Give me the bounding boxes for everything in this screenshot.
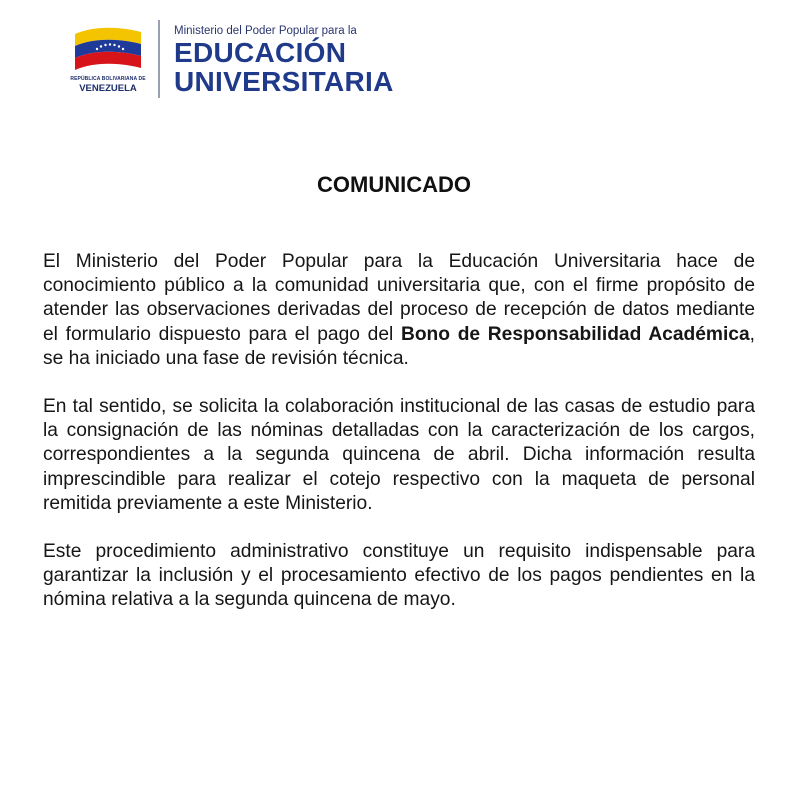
paragraph-1-bold-text: Bono de Responsabilidad Académica	[400, 323, 750, 345]
ministry-title-line1: EDUCACIÓN	[174, 37, 347, 68]
paragraph-1-text-after: , se ha iniciado una fase de revisión técnica.	[43, 323, 755, 369]
paragraph-3: Este procedimiento administrativo constituye un requisito indispensable para garantizar la inclusión y el procesamiento efectivo de los pagos pendientes en la nómina relativa a la segunda quincena de mayo.	[43, 541, 755, 611]
document-title: COMUNICADO	[317, 172, 471, 197]
paragraph-2: En tal sentido, se solicita la colaboración institucional de las casas de estudio para la consignación de las nóminas detalladas con la caracterización de los cargos, correspondientes a la segunda quincena de abril. Dicha información resulta imprescindible para realizar el cotejo respectivo con la maqueta de personal remitida previamente a este Ministerio.	[43, 396, 755, 514]
document-body	[43, 250, 755, 637]
ministry-title-line2: UNIVERSITARIA	[174, 66, 394, 97]
ministry-subtitle: Ministerio del Poder Popular para la	[174, 25, 357, 37]
venezuela-emblem	[70, 18, 146, 94]
header-divider	[158, 20, 160, 98]
ministry-name	[174, 18, 394, 96]
flag-caption: VENEZUELA	[79, 83, 137, 94]
flag-caption-small: REPÚBLICA BOLIVARIANA DE	[70, 76, 146, 82]
ministry-header	[70, 18, 394, 108]
paragraph-1-text-before: El Ministerio del Poder Popular para la Educación Universitaria hace de conocimiento público a la comunidad universitaria que, con el firme propósito de atender las observaciones derivadas del proceso de recepción de datos mediante el formulario dispuesto para el pago del	[43, 251, 755, 345]
venezuela-flag-icon	[73, 24, 143, 74]
paragraph-1	[43, 250, 755, 371]
